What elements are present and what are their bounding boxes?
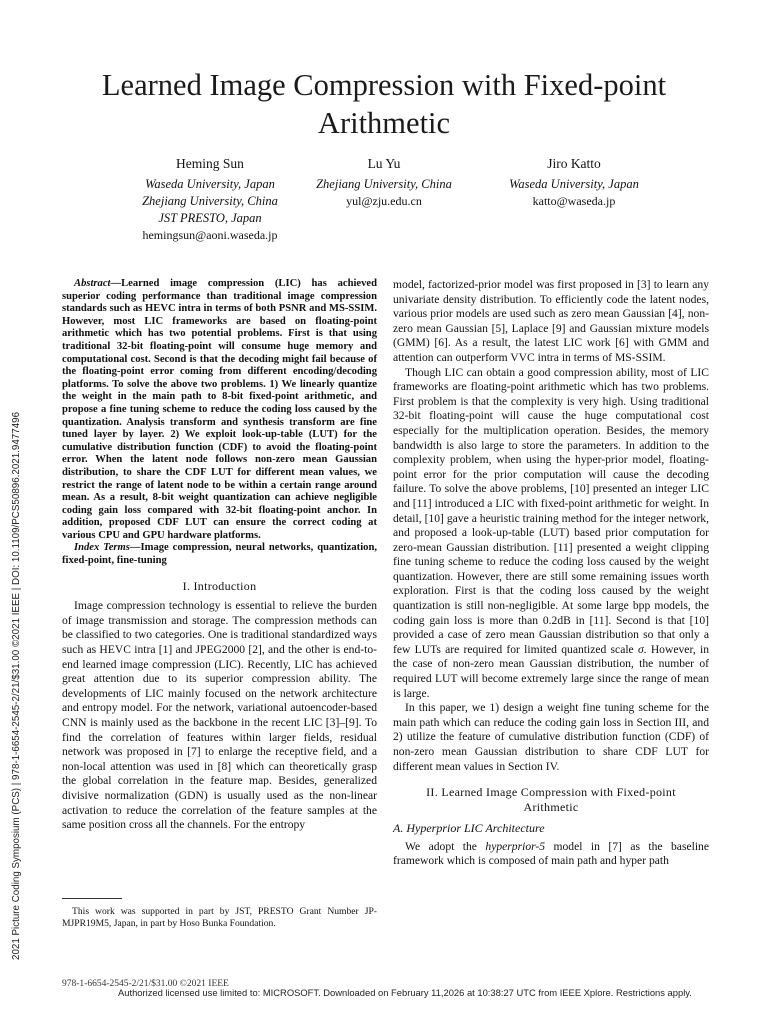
abstract xyxy=(62,278,377,542)
model-name: hyperprior-5 xyxy=(485,839,546,853)
paper-title: Learned Image Compression with Fixed-point Arithmetic xyxy=(101,68,667,140)
author-block-2 xyxy=(284,155,484,210)
author-email: hemingsun@aoni.waseda.jp xyxy=(142,228,278,242)
footnote: This work was supported in part by JST, PRESTO Grant Number JP-MJPR19M5, Japan, in part by Hoso Bunka Foundation. xyxy=(62,906,377,929)
paragraph-text: model in [7] as the baseline framework which is composed of main path and hyper path xyxy=(393,839,709,868)
intro-paragraph: Image compression technology is essential to relieve the burden of image transmission and storage. The compression methods can be classified to two categories. One is traditional standardized ways such as HEVC intra [1] and JPEG2000 [2], and the other is end-to-end learned image compression (LIC). Recently, LIC has achieved great attention due to its superior compression ability. The developments of LIC mainly focused on the network architecture and entropy model. For the network, variational autoencoder-based CNN is mainly used as the backbone in the recent LIC [3]–[9]. To find the correlation of features within larger fields, residual network was proposed in [7] to enlarge the receptive field, and a non-local attention was used in [8] which can theoretically grasp the global correlation in the feature map. Besides, generalized divisive normalization (GDN) is usually used as the non-linear activation to reduce the correlation of the feature samples at the same position cross all the channels. For the entropy xyxy=(62,599,377,832)
abstract-text: —Learned image compression (LIC) has achieved superior coding performance than traditional image compression standards such as HEVC intra in terms of both PSNR and MS-SSIM. However, most LIC frameworks are based on floating-point arithmetic which has two potential problems. First is that using traditional 32-bit floating-point will consume huge memory and computational cost. Second is that the decoding might fail because of the floating-point error coming from different encoding/decoding platforms. To solve the above two problems. 1) We linearly quantize the weight in the main path to 8-bit fixed-point arithmetic, and propose a fine tuning scheme to reduce the coding loss caused by the quantization. Analysis transform and synthesis transform are fine tuned layer by layer. 2) We exploit look-up-table (LUT) for the cumulative distribution function (CDF) to avoid the floating-point error. When the latent node follows non-zero mean Gaussian distribution, to share the CDF LUT for different mean values, we restrict the range of latent node to be within a certain range around mean. As a result, 8-bit weight quantization can achieve negligible coding gain loss compared with 32-bit floating-point anchor. In addition, proposed CDF LUT can ensure the correct coding at various CPU and GPU hardware platforms. xyxy=(62,278,377,541)
author-affiliation: Waseda University, Japan xyxy=(145,177,275,191)
author-email: katto@waseda.jp xyxy=(532,194,616,208)
footnote-rule xyxy=(62,898,122,899)
sigma-symbol: σ xyxy=(637,642,644,656)
body-paragraph xyxy=(393,366,709,702)
body-paragraph: In this paper, we 1) design a weight fine tuning scheme for the main path which can reduce the coding gain loss in Section III, and 2) utilize the feature of cumulative distribution function (CDF) of non-zero mean Gaussian distribution to share CDF LUT for different mean values in Section IV. xyxy=(393,701,709,773)
author-affiliation: JST PRESTO, Japan xyxy=(158,211,262,225)
index-terms-text: —Image compression, neural networks, quantization, fixed-point, fine-tuning xyxy=(62,542,377,567)
author-affiliation: Zhejiang University, China xyxy=(142,194,278,208)
author-name: Heming Sun xyxy=(176,156,244,171)
author-block-3 xyxy=(474,155,674,210)
left-column xyxy=(62,278,377,833)
author-affiliation: Waseda University, Japan xyxy=(509,177,639,191)
section-heading-learned-image-compression xyxy=(393,785,709,815)
paragraph-text: We adopt the xyxy=(405,839,486,853)
subsection-heading: A. Hyperprior LIC Architecture xyxy=(393,821,545,836)
section-heading-line: II. Learned Image Compression with Fixed-point xyxy=(426,785,676,800)
author-name: Lu Yu xyxy=(367,156,401,171)
right-column xyxy=(393,278,709,869)
abstract-label: Abstract xyxy=(74,278,111,289)
section-heading-introduction: I. Introduction xyxy=(182,578,257,593)
author-affiliation: Zhejiang University, China xyxy=(316,177,452,191)
side-margin-citation: 2021 Picture Coding Symposium (PCS) | 978-1-6654-2545-2/21/$31.00 ©2021 IEEE | DOI: 10.1109/PCS50896.2021.9477496 xyxy=(11,411,22,960)
index-terms-label: Index Terms xyxy=(74,542,130,554)
body-paragraph: model, factorized-prior model was first proposed in [3] to learn any univariate density distribution. To efficiently code the latent nodes, various prior models are used such as zero mean Gaussian [4], non-zero mean Gaussian [5], Laplace [9] and Gaussian mixture models (GMM) [6]. As a result, the latest LIC work [6] with GMM and attention can outperform VVC intra in terms of MS-SSIM. xyxy=(393,278,709,364)
section-heading-line: Arithmetic xyxy=(523,800,579,815)
paragraph-text: . However, in the case of non-zero mean Gaussian distribution, the number of required LUT will become extremely large since the range of mean is large. xyxy=(393,642,710,700)
author-name: Jiro Katto xyxy=(547,156,601,171)
footer-license: Authorized licensed use limited to: MICROSOFT. Downloaded on February 11,2026 at 10:38:27 UTC from IEEE Xplore. Restrictions apply. xyxy=(118,987,692,998)
author-email: yul@zju.edu.cn xyxy=(346,194,422,208)
index-terms xyxy=(62,542,377,567)
body-paragraph xyxy=(393,840,709,869)
footer-isbn: 978-1-6654-2545-2/21/$31.00 ©2021 IEEE xyxy=(62,979,229,989)
paragraph-text: Though LIC can obtain a good compression ability, most of LIC frameworks are floating-point arithmetic which has two problems. First problem is that the complexity is very high. Using traditional 32-bit floating-point will cause the huge computational cost especially for the multiplication operation. Besides, the memory bandwidth is also large to store the parameters. In addition to the complexity problem, when using the hyper-prior model, floating-point error for the prior computation will cause the decoding failure. To solve the above problems, [10] presented an integer LIC and [11] introduced a LIC with fixed-point arithmetic for weight. In detail, [10] gave a heuristic training method for the integer network, and proposed a look-up-table (LUT) based prior computation for zero-mean Gaussian distribution. [11] presented a weight clipping fine tuning scheme to reduce the coding loss caused by the weight quantization. However, there are still some remaining issues worth exploration. First is that the coding loss caused by the weight quantization is still non-negligible. At some large bpp models, the coding gain loss is more than 0.2dB in [11]. Second is that [10] provided a case of zero mean Gaussian distribution so that only a few LUTs are required for limited quantized scale xyxy=(393,365,709,656)
